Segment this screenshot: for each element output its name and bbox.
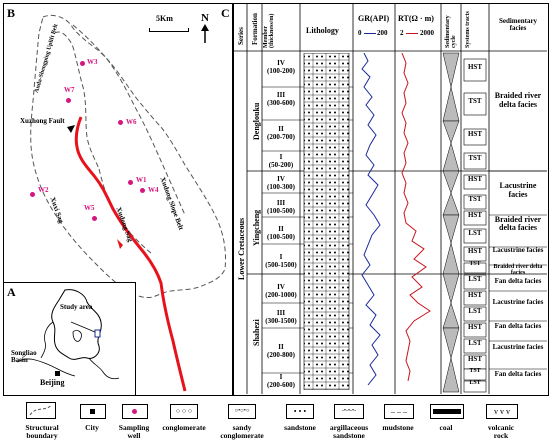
basin-label: Songliao Basin [11,349,37,365]
legend-coal-icon [430,404,464,419]
legend-boundary-icon [26,402,56,419]
facies-label: Lacustrine facies [499,181,537,199]
gr-log [354,53,394,389]
legend-label: volcanic rock [487,423,515,440]
tract-label: HST [467,175,482,183]
member-item: II (100-500) [267,225,295,241]
tract-label: TST [468,97,482,105]
well-label: W7 [64,86,75,94]
xudong-sag-label: Xudong Sag [114,206,135,243]
sampling-well-marker [140,188,145,193]
tract-label: LST [468,339,482,347]
member-item: III (300-1500) [265,309,297,325]
gr-range-min: 0 [358,29,362,37]
sampling-well-marker [30,192,35,197]
sampling-well-marker [66,98,71,103]
sampling-well-marker [92,216,97,221]
facies-label: Lacustrine facies [492,298,544,306]
xuxi-sag-label: Xuxi Sag [48,196,66,225]
sampling-well-marker [118,120,123,125]
tract-label: HST [467,211,482,219]
well-label: W5 [84,204,95,212]
facies-label: Fan delta facies [494,370,542,378]
north-label: N [201,12,209,24]
member-item: IV (100-200) [267,59,295,75]
facies-label: Lacustrine facies [492,246,544,254]
member-item: IV (200-1000) [265,283,297,299]
gr-range-max: 200 [377,29,388,37]
rt-log [396,53,440,389]
facies-label: Fan delta facies [494,322,542,330]
legend-label: Structural boundary [25,423,59,440]
facies-label: Braided river delta facies [494,215,542,233]
member-item: I (50-200) [268,153,294,169]
header-tracts: Systems tracts [465,11,471,48]
member-item: II (200-700) [267,125,295,141]
tract-label: HST [467,291,482,299]
member-item: III (100-500) [267,199,295,215]
member-item: IV (100-300) [267,175,295,191]
legend-label: Sampling well [118,423,150,440]
panel-c-letter: C [221,6,230,20]
tract-label: LST [469,380,481,386]
panel-b-letter: B [7,6,16,20]
fault-label: Xuzhong Fault [20,117,65,125]
header-rt: RT(Ω · m) [398,14,434,23]
header-lithology: Lithology [306,26,339,35]
tract-label: TST [469,368,481,374]
tract-label: HST [467,63,482,71]
tract-label: LST [468,229,482,237]
legend-mudstone-icon: – – – [384,404,414,419]
well-label: W1 [136,176,147,184]
panel-a-letter: A [7,285,16,299]
facies-label: Fan delta facies [494,277,542,285]
legend-label: sandstone [284,423,316,432]
rt-range-line [406,33,418,34]
header-formation: Formation [251,13,259,45]
scale-label: 5Km [156,14,173,23]
tract-label: TST [469,261,481,267]
legend-label: sandy conglomerate [220,423,264,440]
legend-label: mudstone [382,423,414,432]
legend-city-icon [80,404,106,419]
legend-well-icon [122,404,148,419]
legend-volcanic-icon: v v v [486,404,518,419]
tract-label: TST [468,154,482,162]
structural-boundary-outer [31,15,226,297]
tract-label: HST [467,323,482,331]
header-member: Member (thickness/m) [263,13,276,48]
sampling-well-marker [80,61,85,66]
legend-argillaceous-sandstone-icon: -•-•-•- [334,404,364,419]
tract-label: LST [468,275,482,283]
facies-label: Lacustrine facies [492,343,544,351]
facies-label: Braided river delta facies [493,264,543,276]
legend-label: City [85,423,99,432]
lithology-column [300,53,353,390]
header-cycle: Sedimentary cycle [445,15,458,48]
legend-label: conglomerate [162,423,206,432]
member-item: I (200-600) [267,373,295,389]
formation-label: Denglouku [252,102,261,140]
well-label: W3 [87,58,98,66]
study-area-label: Study area [60,303,93,311]
member-item: II (200-800) [267,343,295,359]
tract-label: LST [468,307,482,315]
gr-range-line [364,33,376,34]
facies-label: Braided river delta facies [494,91,542,109]
member-item: III (300-600) [267,91,295,107]
member-item: I (500-1500) [265,253,297,269]
header-series: Series [237,27,245,45]
header-facies: Sedimentary facies [498,17,538,33]
legend-sandy-conglomerate-icon: ○•○•○ [228,404,256,419]
legend-conglomerate-icon: ○ ○ ○ [170,404,198,419]
well-label: W2 [38,186,49,194]
uplift-label: Anda-Shengping Uplift Belt [34,23,60,94]
legend-sandstone-icon: • • • [286,404,314,419]
tract-label: HST [467,247,482,255]
formation-label: Yingcheng [252,209,261,246]
header-gr: GR(API) [358,14,390,23]
well-label: W4 [148,186,159,194]
sampling-well-marker [128,180,133,185]
tract-label: TST [468,195,482,203]
rt-range-max: 2000 [420,29,434,37]
well-label: W6 [126,118,137,126]
series-label: Lower Cretaceous [237,217,246,280]
legend-label: argillaceous sandstone [329,423,369,440]
city-marker [55,371,60,376]
legend-label: coal [439,423,453,432]
inset-outline [3,282,134,394]
city-label: Beijing [40,378,65,387]
slope-belt-label: Xudong Slope Belt [158,176,186,232]
rt-range-min: 2 [400,29,404,37]
tract-label: HST [467,130,482,138]
tract-label: HST [467,355,482,363]
formation-label: Shahezi [252,319,261,346]
